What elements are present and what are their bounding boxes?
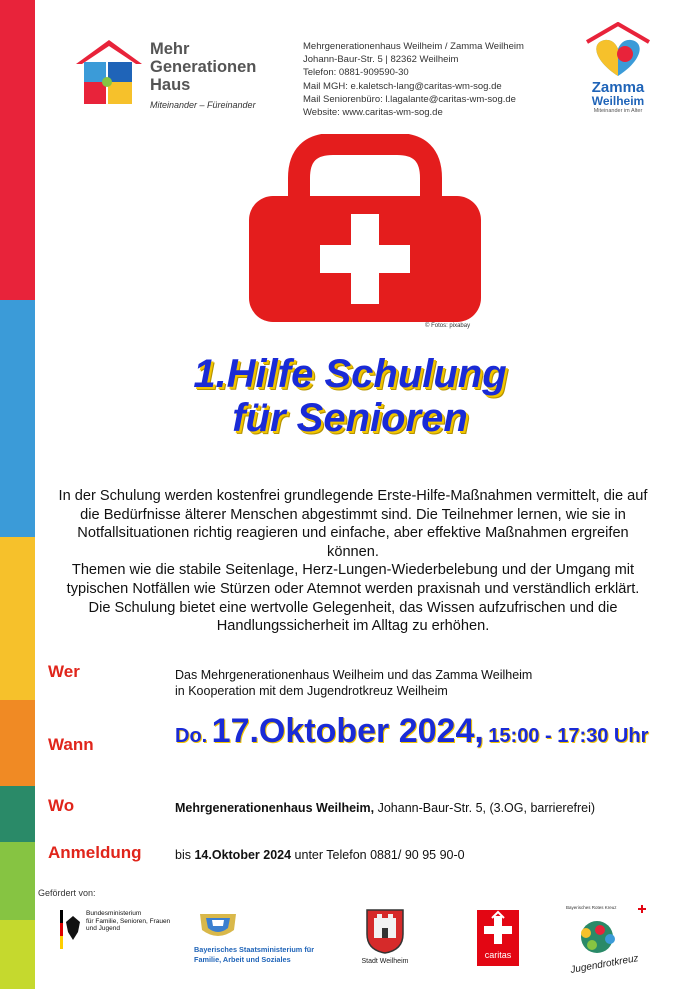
- bmfsfj-line: für Familie, Senioren, Frauen: [86, 917, 171, 925]
- bmfsfj-logo: [60, 908, 190, 966]
- bavarian-coat-of-arms-icon: [194, 908, 242, 940]
- description-line: können.: [327, 543, 379, 560]
- anmeldung-label: Anmeldung: [48, 843, 142, 862]
- mgh-logo-line3: Haus: [150, 76, 191, 94]
- bmfsfj-line: und Jugend: [86, 925, 120, 932]
- red-cross-icon: [638, 905, 646, 913]
- stripe-green: [0, 842, 35, 920]
- description-line: In der Schulung werden kostenfrei grundlegende Erste-Hilfe-Maßnahmen vermittelt, die auf: [58, 488, 648, 504]
- event-day: Do.: [175, 725, 208, 747]
- brk-caption: Bayerisches Rotes Kreuz: [566, 905, 617, 910]
- title-line2: für Senioren: [232, 396, 468, 440]
- anmeldung-deadline: 14.Oktober 2024: [194, 848, 292, 862]
- city-crest-icon: [365, 908, 405, 954]
- zamma-logo: [578, 22, 658, 122]
- jrk-figures-icon: [572, 917, 622, 957]
- wo-text: [175, 800, 595, 816]
- zamma-heart-icon: [583, 22, 653, 80]
- bavaria-line: Familie, Arbeit und Soziales: [194, 954, 291, 964]
- first-aid-kit-icon: [249, 134, 481, 322]
- wo-address: Johann-Baur-Str. 5, (3.OG, barrierefrei): [377, 801, 596, 815]
- anmeldung-suffix: unter Telefon 0881/ 90 95 90-0: [294, 848, 465, 862]
- zamma-logo-line2: Weilheim: [591, 94, 645, 108]
- wer-text: [175, 667, 532, 699]
- mgh-logo-line2: Generationen: [150, 58, 257, 76]
- description-line: typischen Notfällen wie Stürzen oder Atemnot werden praxisnah und verständlich erklärt.: [66, 580, 640, 597]
- title-line1: 1.Hilfe Schulung: [193, 352, 507, 396]
- wo-label: Wo: [48, 796, 75, 815]
- contact-line: Johann-Baur-Str. 5 | 82362 Weilheim: [303, 54, 459, 66]
- jrk-caption: Jugendrotkreuz: [569, 953, 640, 976]
- wo-place: Mehrgenerationenhaus Weilheim,: [175, 801, 375, 815]
- caritas-caption: caritas: [484, 950, 512, 960]
- bavaria-ministry-logo: [192, 908, 352, 968]
- mgh-logo-tagline: Miteinander – Füreinander: [150, 100, 256, 110]
- stadt-weilheim-logo: [352, 908, 418, 976]
- description-line: die Bedürfnisse älterer Menschen abgestimmt sind. Die Teilnehmer lernen, wie sie in: [80, 506, 626, 523]
- contact-block: [303, 40, 524, 119]
- federal-eagle-icon: [60, 910, 82, 950]
- stripe-yellow: [0, 537, 35, 700]
- description-line: Themen wie die stabile Seitenlage, Herz-Lungen-Wiederbelebung und der Umgang mit: [71, 562, 635, 579]
- event-time: 15:00 - 17:30 Uhr: [488, 725, 649, 747]
- wer-line2: in Kooperation mit dem Jugendrotkreuz Weilheim: [175, 684, 448, 698]
- contact-line: Website: www.caritas-wm-sog.de: [303, 107, 443, 119]
- image-credit: © Fotos: pixabay: [425, 323, 471, 329]
- contact-line: Mehrgenerationenhaus Weilheim / Zamma Weilheim: [303, 41, 524, 52]
- caritas-logo: [477, 910, 519, 966]
- page-title: [0, 352, 700, 440]
- description-line: Handlungssicherheit im Alltag zu erhöhen.: [216, 618, 490, 635]
- wer-label: Wer: [48, 662, 80, 681]
- anmeldung-prefix: bis: [175, 848, 191, 862]
- mgh-house-icon: [74, 38, 144, 106]
- anmeldung-text: [175, 847, 465, 863]
- stripe-lime: [0, 920, 35, 989]
- wann-text: [175, 712, 648, 751]
- wer-line1: Das Mehrgenerationenhaus Weilheim und das Zamma Weilheim: [175, 668, 533, 682]
- description-line: Notfallsituationen richtig reagieren und einfache, aber effektive Maßnahmen ergreifen: [77, 525, 629, 542]
- description-line: Die Schulung bietet eine wertvolle Gelegenheit, das Wissen aufzufrischen und die: [88, 599, 618, 616]
- mgh-logo: [74, 38, 274, 113]
- wann-label: Wann: [48, 735, 94, 754]
- contact-line: Telefon: 0881-909590-30: [303, 67, 409, 79]
- stripe-red: [0, 0, 35, 300]
- caritas-cross-icon: [477, 910, 519, 950]
- zamma-logo-tagline: Miteinander im Alter: [593, 108, 643, 114]
- contact-line: Mail Seniorenbüro: l.lagalante@caritas-wm-sog.de: [303, 93, 516, 105]
- event-date: 17.Oktober 2024,: [211, 712, 484, 750]
- stripe-orange: [0, 700, 35, 786]
- stripe-teal: [0, 786, 35, 842]
- bmfsfj-line: Bundesministerium: [86, 910, 142, 917]
- bavaria-line: Bayerisches Staatsministerium für: [194, 945, 315, 954]
- stadt-caption: Stadt Weilheim: [361, 958, 409, 965]
- jrk-logo: [566, 905, 650, 977]
- description: [48, 487, 658, 636]
- mgh-logo-line1: Mehr: [150, 40, 190, 58]
- zamma-logo-line1: Zamma: [591, 79, 645, 96]
- contact-line: Mail MGH: e.kaletsch-lang@caritas-wm-sog.de: [303, 80, 502, 92]
- sponsored-by-label: Gefördert von:: [38, 888, 96, 898]
